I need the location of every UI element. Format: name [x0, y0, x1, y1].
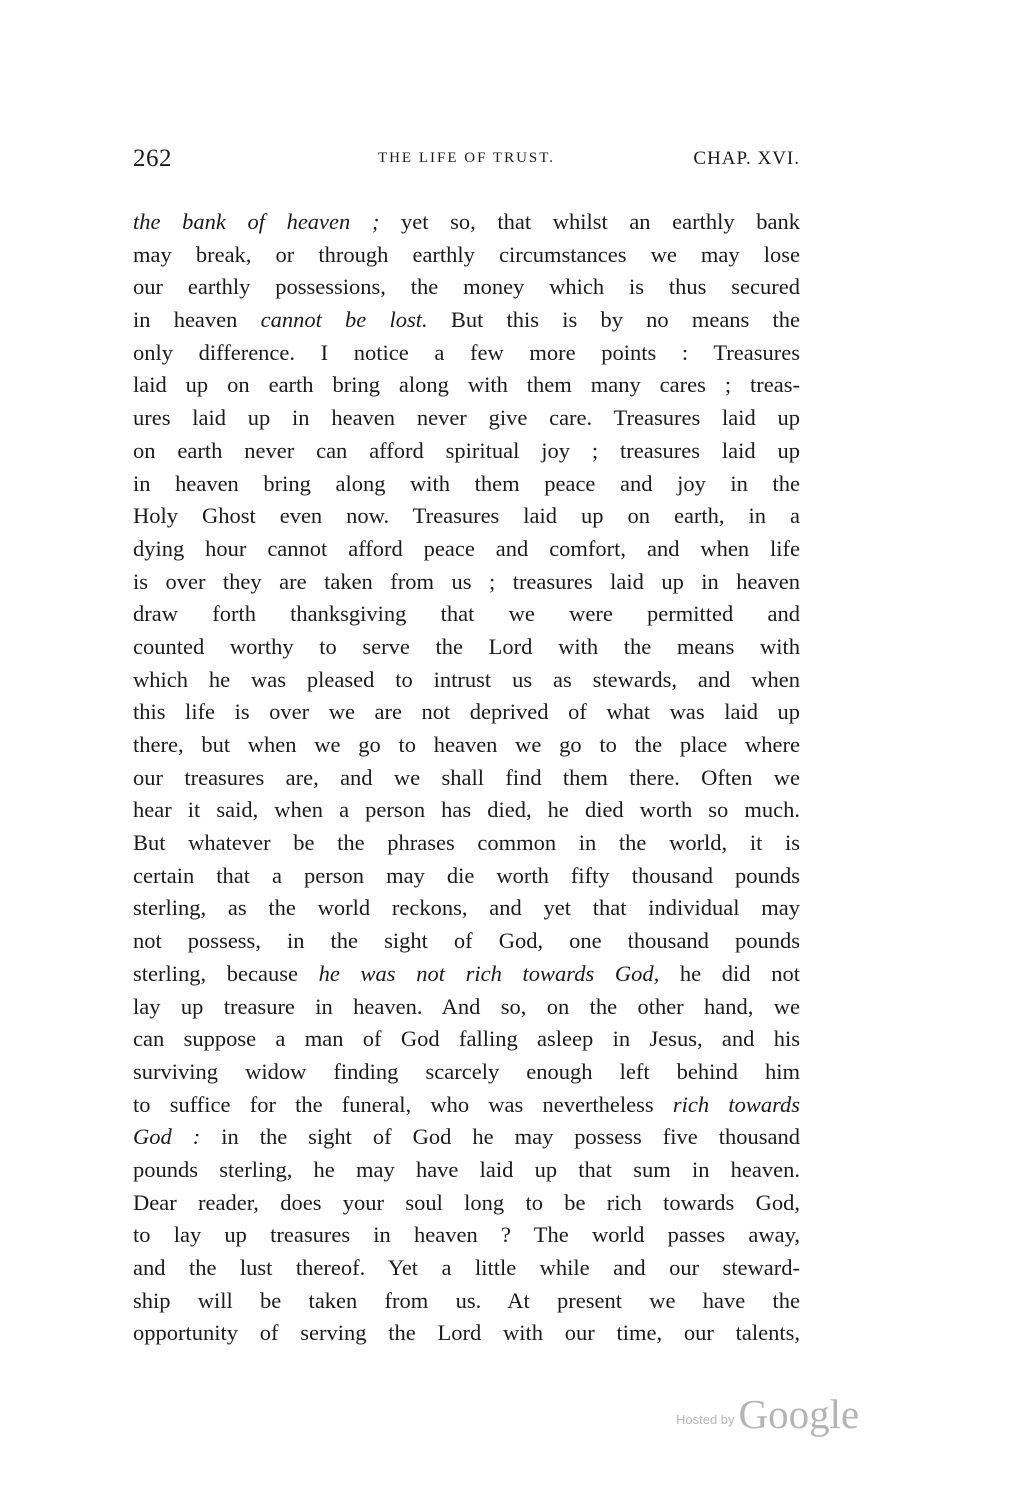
text-segment: surviving widow finding scarcely enough left behind him — [133, 1058, 800, 1084]
text-line — [133, 860, 800, 893]
watermark-prefix: Hosted by — [676, 1412, 735, 1427]
text-line — [133, 1089, 800, 1122]
text-line — [133, 925, 800, 958]
text-line — [133, 598, 800, 631]
text-segment: draw forth thanksgiving that we were permitted and — [133, 601, 800, 627]
text-line — [133, 1219, 800, 1252]
text-segment: to lay up treasures in heaven ? The world passes away, — [133, 1222, 800, 1248]
text-segment: Holy Ghost even now. Treasures laid up on earth, in a — [133, 503, 800, 529]
hosted-by-google-watermark — [676, 1390, 859, 1438]
text-segment: But whatever be the phrases common in the world, it is — [133, 830, 800, 856]
text-line — [133, 958, 800, 991]
text-line — [133, 304, 800, 337]
text-line — [133, 239, 800, 272]
text-segment: not possess, in the sight of God, one thousand pounds — [133, 928, 800, 954]
italic-segment: the bank of heaven ; — [133, 209, 380, 234]
text-segment: pounds sterling, he may have laid up that sum in heaven. — [133, 1156, 800, 1182]
text-line — [133, 500, 800, 533]
text-segment: to suffice for the funeral, who was nevertheless — [133, 1091, 673, 1117]
text-line — [133, 1023, 800, 1056]
text-line — [133, 1187, 800, 1220]
text-segment: our treasures are, and we shall find them there. Often we — [133, 764, 800, 790]
text-segment: this life is over we are not deprived of what was laid up — [133, 699, 800, 725]
text-line — [133, 827, 800, 860]
italic-segment: rich towards — [672, 1091, 800, 1117]
text-segment: counted worthy to serve the Lord with the means with — [133, 633, 800, 659]
text-segment: in heaven bring along with them peace and joy in the — [133, 470, 800, 496]
running-title: THE LIFE OF TRUST. — [377, 150, 556, 166]
text-segment: dying hour cannot afford peace and comfort, and when life — [133, 535, 800, 561]
text-line — [133, 337, 800, 370]
text-segment: certain that a person may die worth fifty thousand pounds — [133, 862, 800, 888]
text-segment: But this is by no means the — [427, 307, 800, 333]
text-segment: is over they are taken from us ; treasures laid up in heaven — [133, 568, 800, 594]
text-segment: Dear reader, does your soul long to be rich towards God, — [133, 1189, 800, 1215]
text-segment: laid up on earth bring along with them many cares ; treas- — [133, 372, 800, 398]
text-line — [133, 468, 800, 501]
text-line — [133, 1252, 800, 1285]
text-line — [133, 369, 800, 402]
text-line — [133, 892, 800, 925]
text-segment: ures laid up in heaven never give care. Treasures laid up — [133, 405, 800, 431]
text-segment: and the lust thereof. Yet a little while and our steward- — [133, 1255, 800, 1280]
text-line — [133, 991, 800, 1024]
text-line — [133, 566, 800, 599]
text-line — [133, 1317, 800, 1350]
text-line — [133, 1285, 800, 1318]
text-line — [133, 729, 800, 762]
text-line — [133, 696, 800, 729]
text-segment: our earthly possessions, the money which is thus secured — [133, 274, 800, 300]
text-segment: hear it said, when a person has died, he died worth so much. — [133, 797, 800, 823]
text-segment: sterling, because — [133, 960, 319, 986]
text-segment: opportunity of serving the Lord with our time, our talents, — [133, 1320, 800, 1346]
text-line — [133, 1154, 800, 1187]
text-segment: which he was pleased to intrust us as stewards, and when — [133, 666, 800, 692]
text-segment: yet so, that whilst an earthly bank — [379, 209, 800, 234]
italic-segment: cannot be lost. — [260, 307, 428, 333]
chapter-label: CHAP. XVI. — [693, 148, 800, 169]
text-segment: sterling, as the world reckons, and yet that individual may — [133, 895, 800, 921]
text-segment: lay up treasure in heaven. And so, on the other hand, we — [133, 993, 800, 1019]
text-segment: in the sight of God he may possess five thousand — [200, 1124, 800, 1150]
text-segment: he did not — [659, 960, 800, 986]
page-header — [133, 145, 800, 179]
text-line — [133, 794, 800, 827]
text-line — [133, 533, 800, 566]
text-line — [133, 271, 800, 304]
text-line — [133, 762, 800, 795]
text-segment: in heaven — [133, 307, 261, 333]
text-line — [133, 206, 800, 239]
text-segment: there, but when we go to heaven we go to the place where — [133, 732, 800, 757]
text-line — [133, 664, 800, 697]
text-segment: ship will be taken from us. At present we have the — [133, 1287, 800, 1313]
page-number: 262 — [133, 145, 172, 172]
body-text — [133, 206, 800, 1350]
text-line — [133, 435, 800, 468]
text-segment: only difference. I notice a few more points : Treasures — [133, 339, 800, 365]
text-line — [133, 402, 800, 435]
text-segment: on earth never can afford spiritual joy ; treasures laid up — [133, 437, 800, 463]
google-logo: Google — [738, 1391, 860, 1437]
text-segment: may break, or through earthly circumstances we may lose — [133, 241, 800, 267]
italic-segment: he was not rich towards God, — [318, 960, 660, 986]
text-line — [133, 631, 800, 664]
text-line — [133, 1056, 800, 1089]
text-segment: can suppose a man of God falling asleep in Jesus, and his — [133, 1026, 800, 1052]
italic-segment: God : — [133, 1124, 201, 1150]
text-line — [133, 1121, 800, 1154]
